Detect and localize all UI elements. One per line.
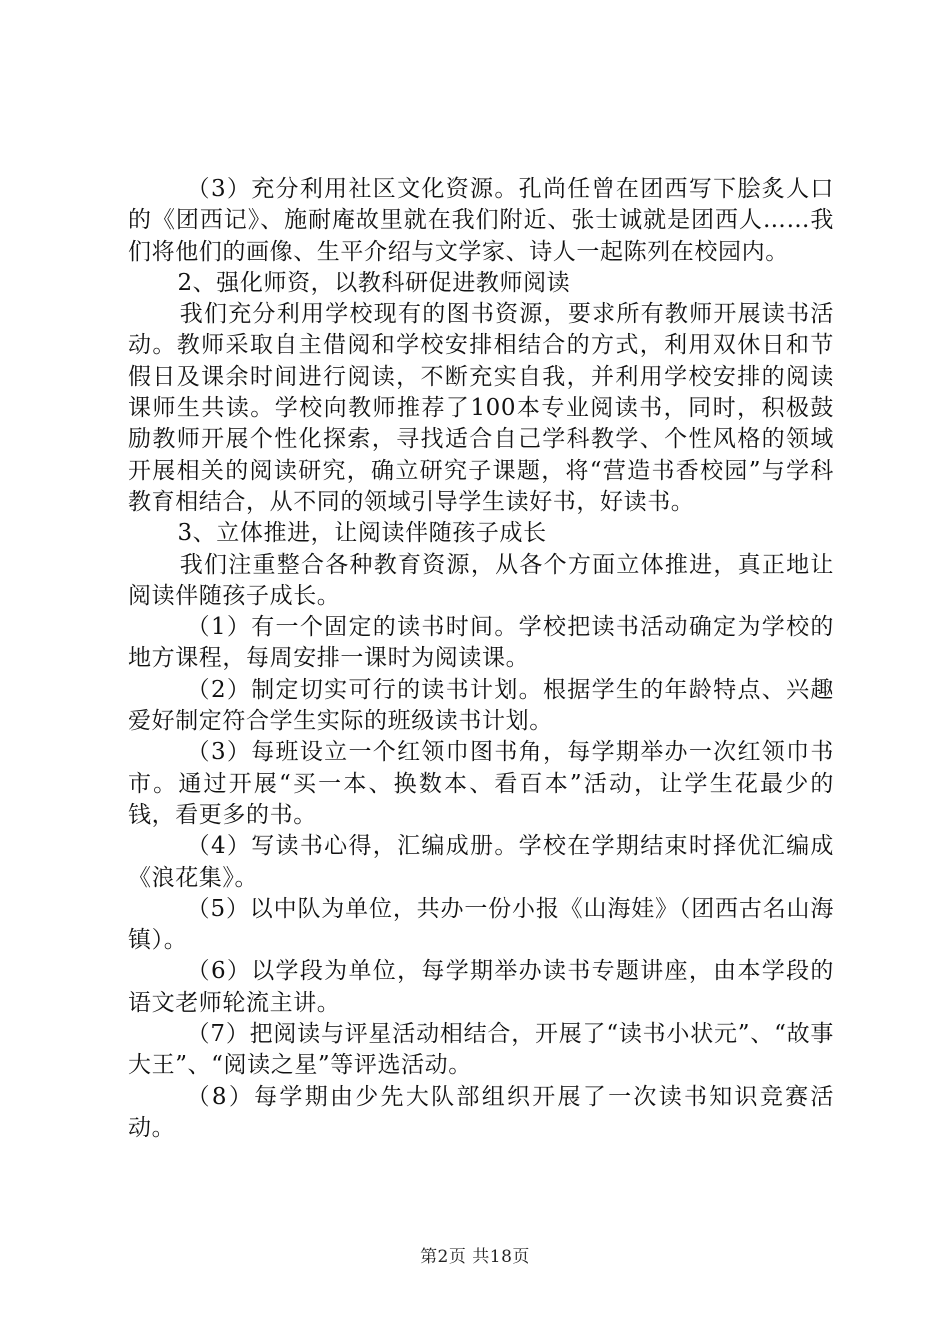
list-item-knowledge-contest: （8）每学期由少先大队部组织开展了一次读书知识竞赛活动。 [128, 1083, 834, 1141]
section-heading-teacher-reading: 2、强化师资，以教科研促进教师阅读 [177, 269, 571, 296]
paragraph-teacher-reading: 我们充分利用学校现有的图书资源，要求所有教师开展读书活动。教师采取自主借阅和学校安排相结合的方式，利用双休日和节假日及课余时间进行阅读，不断充实自我，并利用学校安排的阅读课师生共读。学校向教师推荐了100本专业阅读书，同时，积极鼓励教师开展个性化探索，寻找适合自己学科教学、个性风格的领域开展相关的阅读研究，确立研究子课题，将“营造书香校园”与学科教育相结合，从不同的领域引导学生读好书，好读书。 [128, 301, 834, 515]
document-body [128, 174, 834, 1144]
list-item-lectures: （6）以学段为单位，每学期举办读书专题讲座，由本学段的语文老师轮流主讲。 [128, 958, 834, 1016]
paragraph-community-resources: （3）充分利用社区文化资源。孔尚任曾在团西写下脍炙人口的《团西记》、施耐庵故里就在我们附近、张士诚就是团西人……我们将他们的画像、生平介绍与文学家、诗人一起陈列在校园内。 [128, 176, 834, 265]
list-item-book-corner: （3）每班设立一个红领巾图书角，每学期举办一次红领巾书市。通过开展“买一本、换数本、看百本”活动，让学生花最少的钱，看更多的书。 [128, 739, 834, 828]
section-heading-reading-growth: 3、立体推进，让阅读伴随孩子成长 [177, 520, 547, 547]
list-item-newspaper: （5）以中队为单位，共办一份小报《山海娃》（团西古名山海镇）。 [128, 895, 834, 954]
list-item-reading-plan: （2）制定切实可行的读书计划。根据学生的年龄特点、兴趣爱好制定符合学生实际的班级读书计划。 [128, 676, 834, 735]
paragraph-reading-growth-intro: 我们注重整合各种教育资源，从各个方面立体推进，真正地让阅读伴随孩子成长。 [128, 551, 834, 609]
list-item-star-selection: （7）把阅读与评星活动相结合，开展了“读书小状元”、“故事大王”、“阅读之星”等评选活动。 [128, 1021, 834, 1079]
list-item-reading-notes: （4）写读书心得，汇编成册。学校在学期结束时择优汇编成《浪花集》。 [128, 833, 834, 891]
page-number-footer: 第2页 共18页 [420, 1247, 530, 1267]
list-item-reading-time: （1）有一个固定的读书时间。学校把读书活动确定为学校的地方课程，每周安排一课时为阅读课。 [128, 614, 834, 672]
